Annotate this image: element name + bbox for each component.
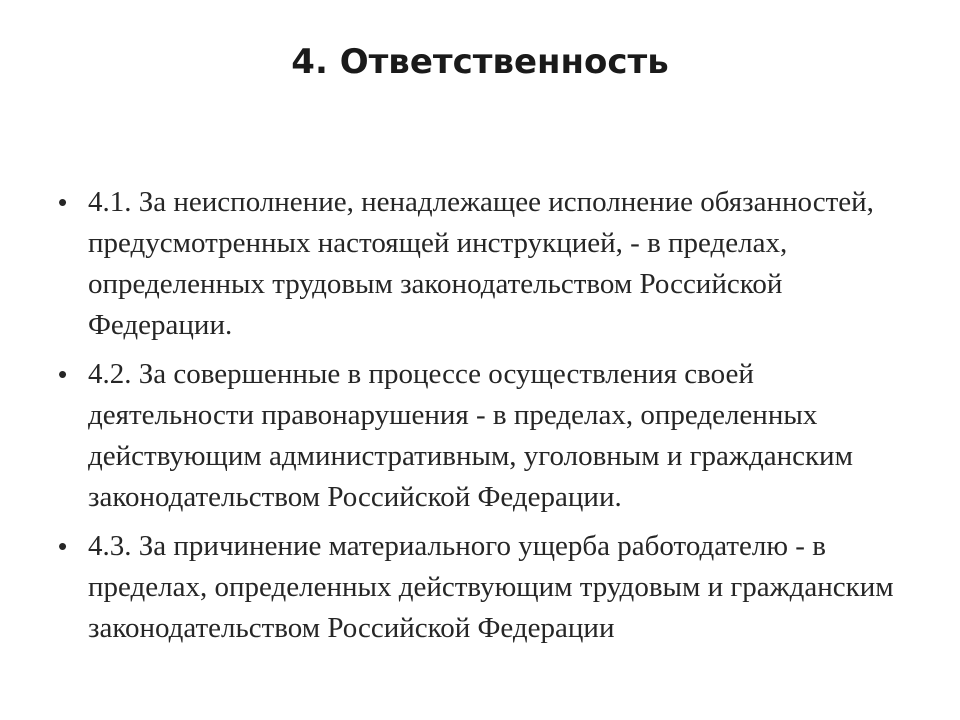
list-item-4-3	[58, 526, 918, 649]
bullet-icon: •	[58, 359, 68, 389]
bullet-icon: •	[58, 531, 68, 561]
slide-title: 4. Ответственность	[291, 42, 669, 82]
list-item-text: 4.3. За причинение материального ущерба работодателю - в пределах, определенных действующим трудовым и гражданским законодательством Российской Федерации	[88, 530, 894, 644]
list-item-4-2	[58, 354, 918, 518]
list-item-text: 4.2. За совершенные в процессе осуществления своей деятельности правонарушения - в пределах, определенных действующим административным, уголовным и гражданским законодательством Российской Федерации.	[88, 358, 853, 513]
bullet-icon: •	[58, 187, 68, 217]
list-item-4-1	[58, 182, 918, 346]
bullet-list	[58, 182, 918, 657]
list-item-text: 4.1. За неисполнение, ненадлежащее исполнение обязанностей, предусмотренных настоящей инструкцией, - в пределах, определенных трудовым законодательством Российской Федерации.	[88, 186, 874, 341]
